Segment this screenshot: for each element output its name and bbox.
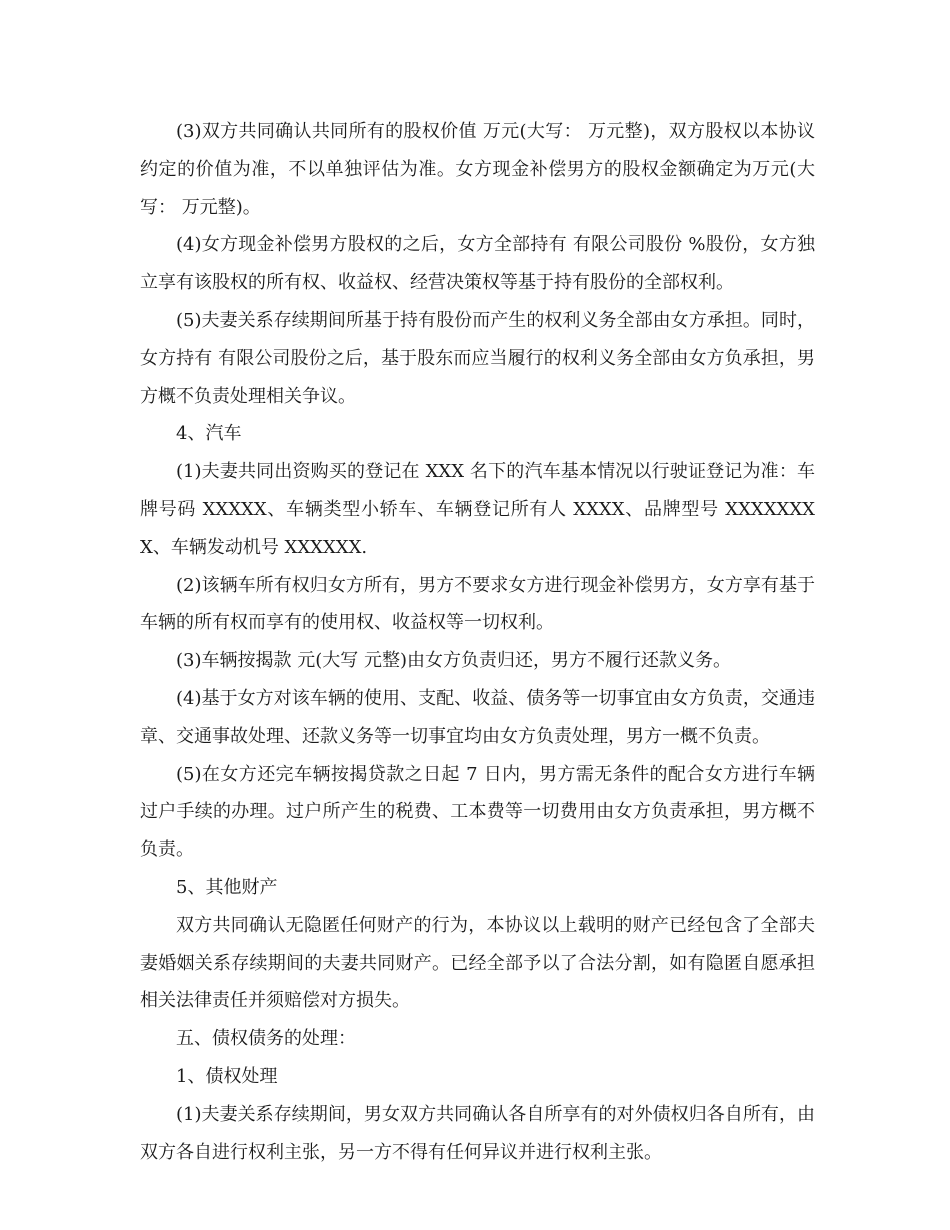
paragraph-car-responsibility: (4)基于女方对该车辆的使用、支配、收益、债务等一切事宜由女方负责，交通违章、交通事故处理、还款义务等一切事宜均由女方负责处理，男方一概不负责。 [140, 687, 815, 747]
paragraph-car-transfer: (5)在女方还完车辆按揭贷款之日起 7 日内，男方需无条件的配合女方进行车辆过户手续的办理。过户所产生的税费、工本费等一切费用由女方负责承担，男方概不负责。 [140, 763, 815, 861]
paragraph-equity-ownership: (4)女方现金补偿男方股权的之后，女方全部持有 有限公司股份 %股份，女方独立享有该股权的所有权、收益权、经营决策权等基于持有股份的全部权利。 [140, 234, 815, 294]
section-heading-car: 4、汽车 [176, 423, 242, 445]
paragraph-credit-handling: (1)夫妻关系存续期间，男女双方共同确认各自所享有的对外债权归各自所有，由双方各自进行权利主张，另一方不得有任何异议并进行权利主张。 [140, 1103, 815, 1163]
section-heading-credit: 1、债权处理 [176, 1065, 278, 1087]
paragraph-equity-obligations: (5)夫妻关系存续期间所基于持有股份而产生的权利义务全部由女方承担。同时，女方持有 有限公司股份之后，基于股东而应当履行的权利义务全部由女方负承担，男方概不负责处理相关争议。 [140, 309, 815, 407]
paragraph-equity-valuation: (3)双方共同确认共同所有的股权价值 万元(大写： 万元整)，双方股权以本协议约定的价值为准，不以单独评估为准。女方现金补偿男方的股权金额确定为万元(大写： 万元整)。 [140, 121, 815, 218]
section-heading-debts: 五、债权债务的处理： [176, 1028, 356, 1050]
document-body [140, 113, 815, 1171]
section-heading-other-property: 5、其他财产 [176, 876, 278, 898]
paragraph-other-property: 双方共同确认无隐匿任何财产的行为，本协议以上载明的财产已经包含了全部夫妻婚姻关系存续期间的夫妻共同财产。已经全部予以了合法分割，如有隐匿自愿承担相关法律责任并须赔偿对方损失。 [140, 914, 815, 1012]
paragraph-car-mortgage: (3)车辆按揭款 元(大写 元整)由女方负责归还，男方不履行还款义务。 [176, 650, 731, 672]
paragraph-car-ownership: (2)该辆车所有权归女方所有，男方不要求女方进行现金补偿男方，女方享有基于车辆的所有权而享有的使用权、收益权等一切权利。 [140, 574, 815, 634]
paragraph-car-details: (1)夫妻共同出资购买的登记在 XXX 名下的汽车基本情况以行驶证登记为准：车牌号码 XXXXX、车辆类型小轿车、车辆登记所有人 XXXX、品牌型号 XXXXXXXX、车辆发动机号 XXXXXX. [140, 461, 815, 558]
